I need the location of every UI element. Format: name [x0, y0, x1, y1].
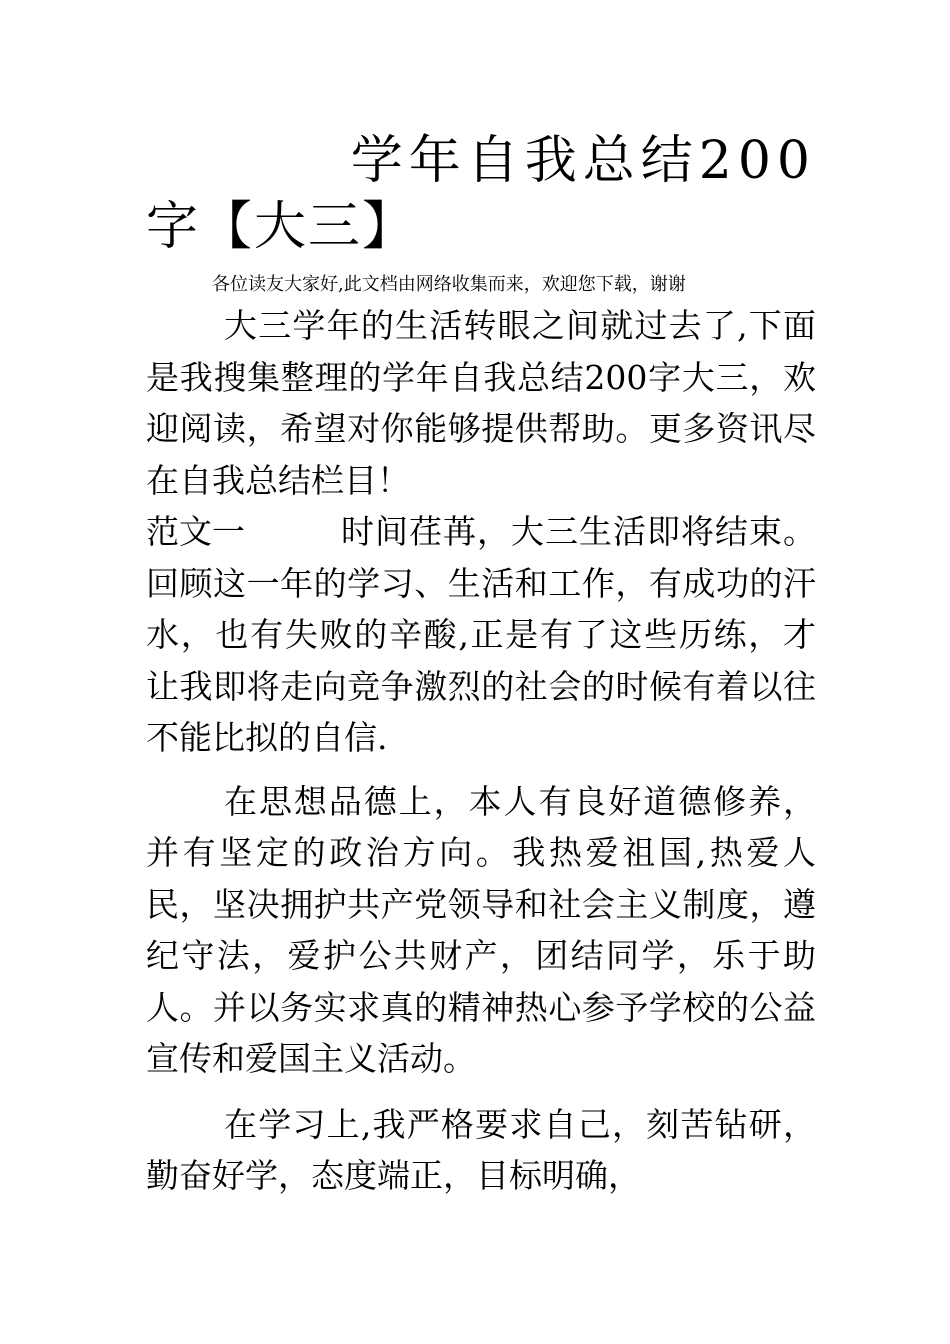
title-line-2: 字【大三】	[146, 197, 417, 257]
moral-paragraph: 在思想品德上，本人有良好道德修养，并有坚定的政治方向。我热爱祖国,热爱人民，坚决拥护共产党领导和社会主义制度，遵纪守法，爱护公共财产，团结同学，乐于助人。并以务实求真的精神热心参予学校的公益宣传和爱国主义活动。	[146, 781, 816, 1078]
sample-text: 时间荏苒，大三生活即将结束。回顾这一年的学习、生活和工作，有成功的汗水，也有失败的辛酸,正是有了这些历练，才让我即将走向竞争激烈的社会的时候有着以往不能比拟的自信.	[146, 512, 816, 757]
sample-paragraph	[146, 506, 816, 764]
study-paragraph: 在学习上,我严格要求自己，刻苦钻研，勤奋好学，态度端正，目标明确，	[146, 1104, 816, 1195]
title-line-1: 学年自我总结200	[350, 131, 816, 191]
intro-paragraph: 大三学年的生活转眼之间就过去了,下面是我搜集整理的学年自我总结200字大三，欢迎阅读，希望对你能够提供帮助。更多资讯尽在自我总结栏目！	[146, 306, 816, 500]
document-body	[146, 300, 816, 1202]
sample-label: 范文一	[146, 512, 245, 551]
document-title	[146, 128, 816, 260]
download-notice: 各位读友大家好,此文档由网络收集而来，欢迎您下载，谢谢	[212, 274, 686, 295]
